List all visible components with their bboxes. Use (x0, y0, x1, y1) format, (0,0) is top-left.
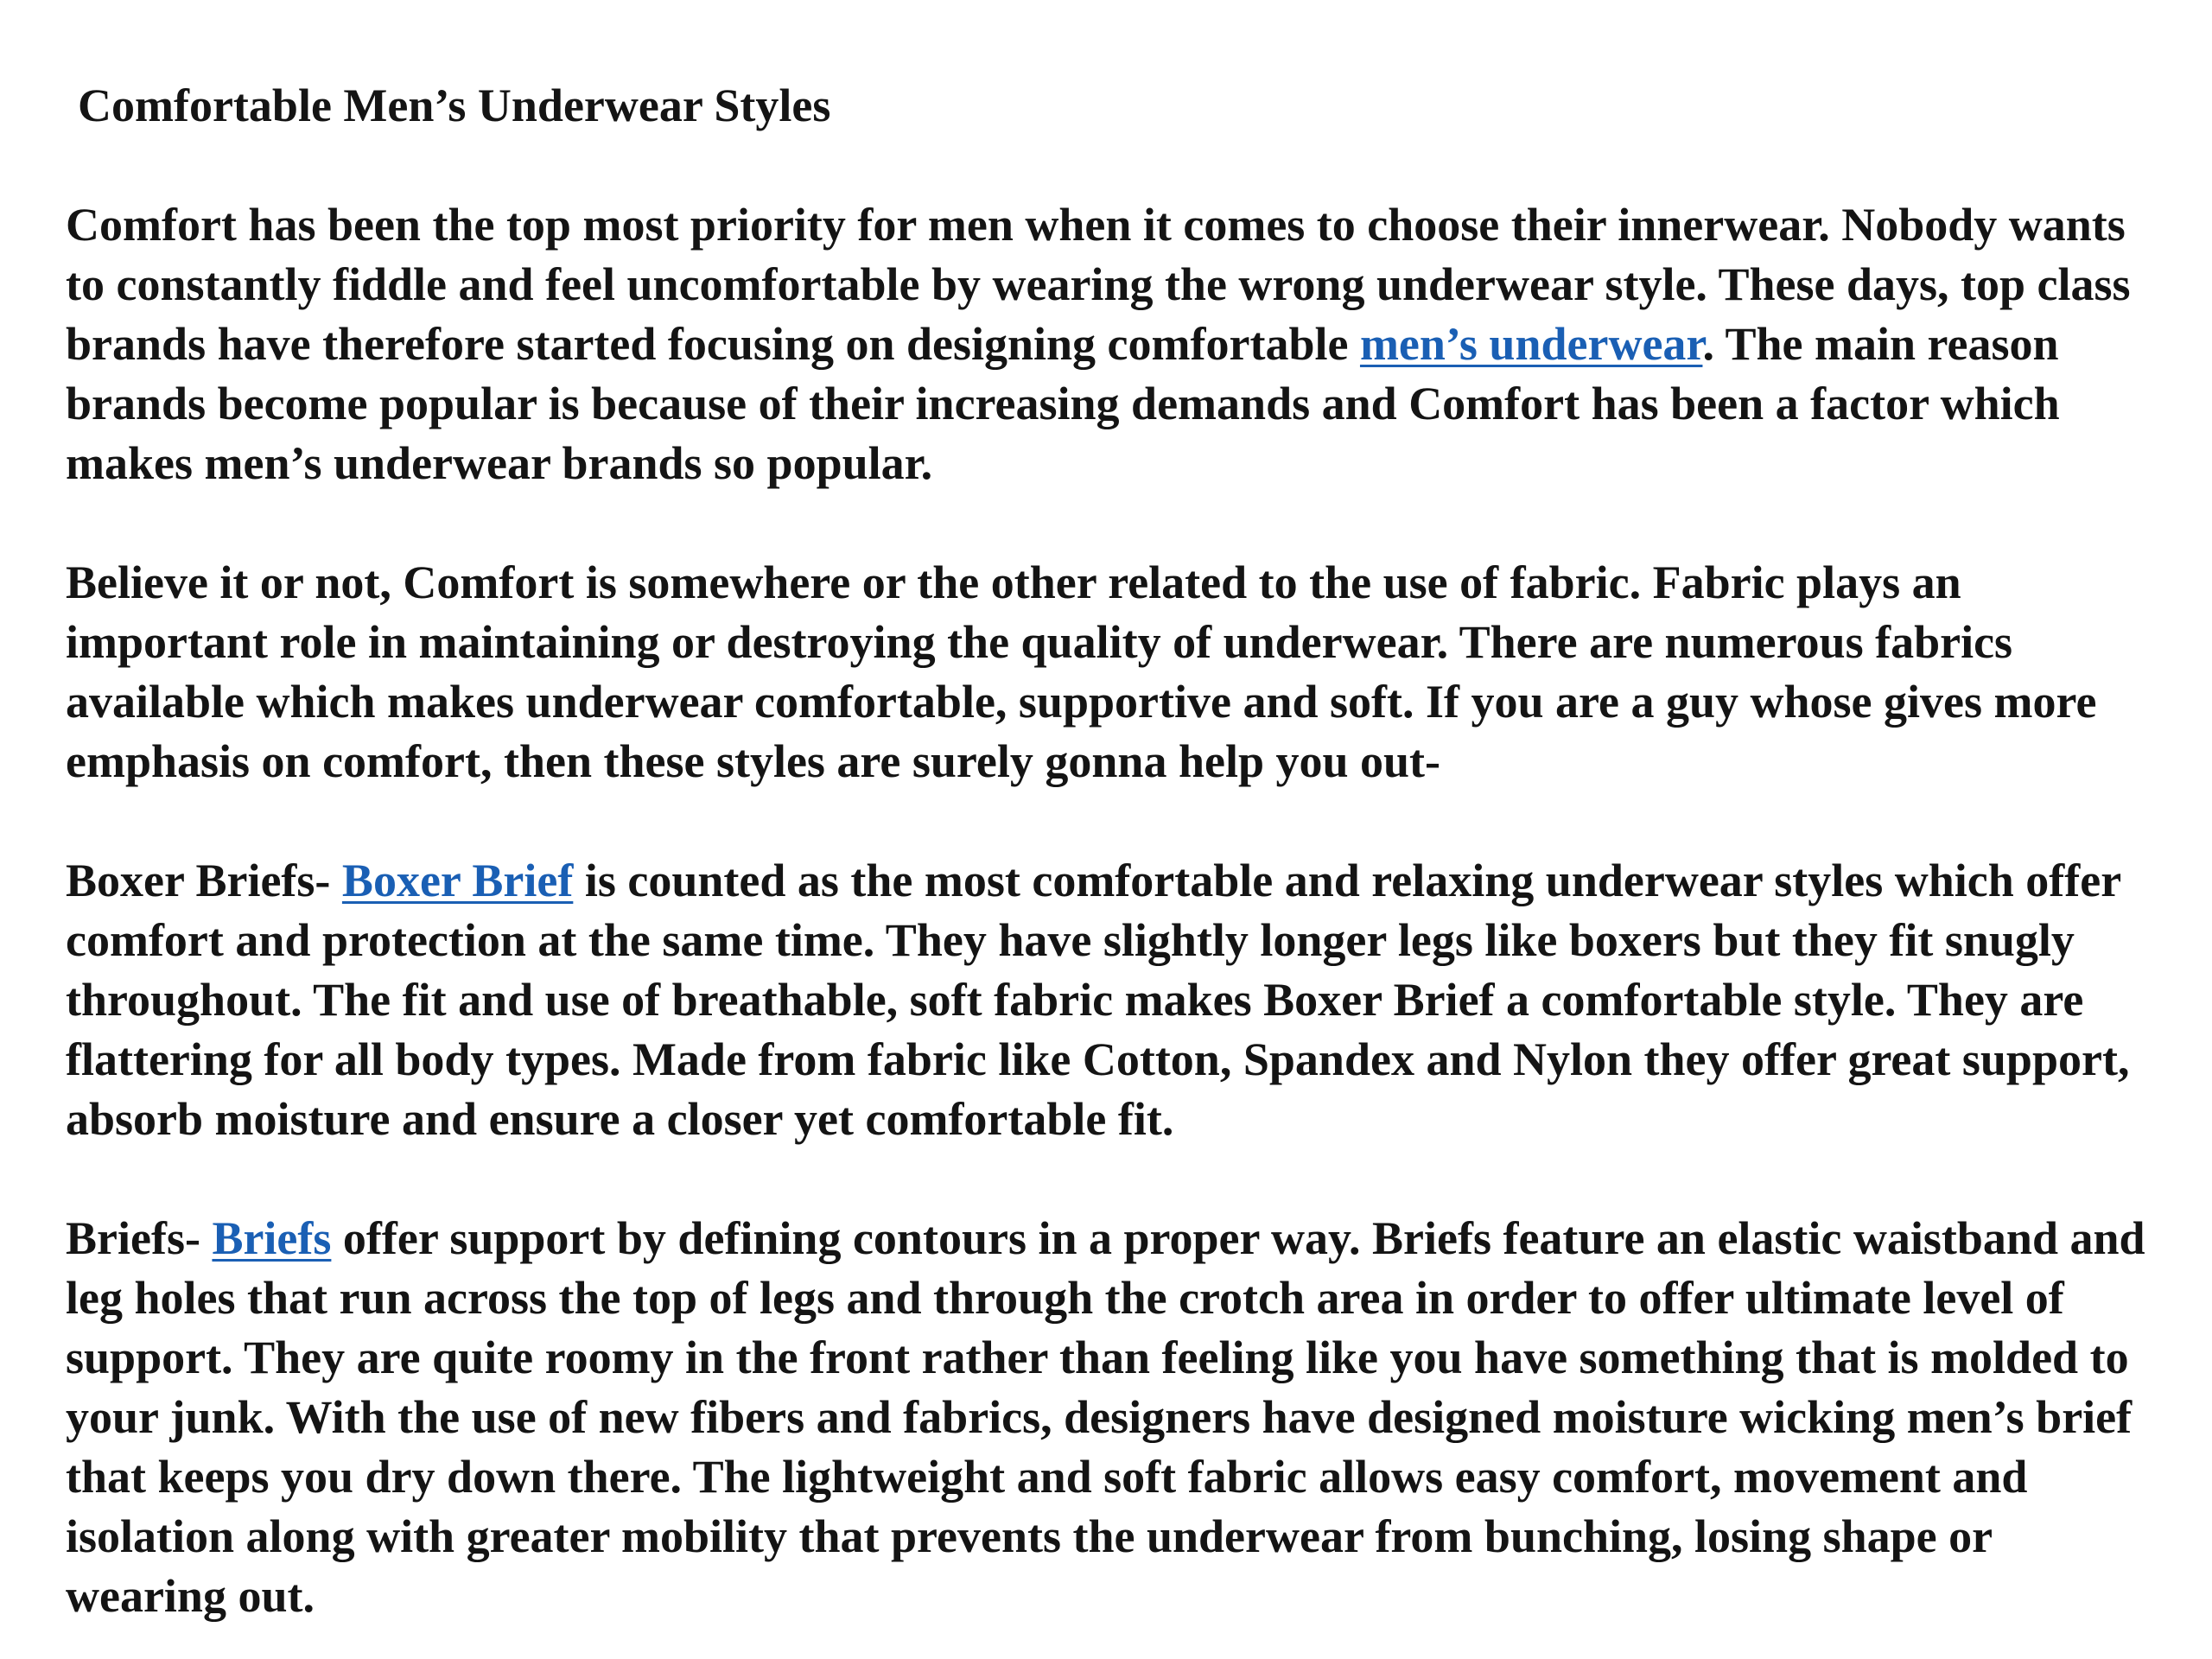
paragraph-intro (66, 195, 2157, 493)
paragraph-intro-text-start: Comfort has been the top most priority for men when it comes to choose their innerwear. Nobody wants to constantly fiddle and feel uncomfortable by wearing the wrong underwear style. These days, top class brands have therefore started focusing on designing comfortable (66, 199, 2131, 370)
mens-underwear-link[interactable]: men’s underwear (1359, 318, 1703, 370)
boxer-brief-link[interactable]: Boxer Brief (341, 855, 574, 906)
paragraph-briefs (66, 1209, 2157, 1626)
document-body (66, 76, 2157, 1626)
paragraph-briefs-text: offer support by defining contours in a proper way. Briefs feature an elastic waistband and leg holes that run across the top of legs and through the crotch area in order to offer ultimate level of support. They are quite roomy in the front rather than feeling like you have something that is molded to your junk. With the use of new fibers and fabrics, designers have designed moisture wicking men’s brief that keeps you dry down there. The lightweight and soft fabric allows easy comfort, movement and isolation along with greater mobility that prevents the underwear from bunching, losing shape or wearing out. (66, 1212, 2145, 1622)
paragraph-intro-text-end: . The main reason brands become popular is because of their increasing demands and Comfort has been a factor which makes men’s underwear brands so popular. (66, 318, 2060, 489)
paragraph-boxer-briefs-lead: Boxer Briefs- (66, 855, 342, 906)
paragraph-briefs-lead: Briefs- (66, 1212, 213, 1264)
paragraph-fabric: Believe it or not, Comfort is somewhere or the other related to the use of fabric. Fabric plays an important role in maintaining or destroying the quality of underwear. There are numerous fabrics available which makes underwear comfortable, supportive and soft. If you are a guy whose gives more emphasis on comfort, then these styles are surely gonna help you out- (66, 556, 2097, 787)
document-title: Comfortable Men’s Underwear Styles (78, 79, 831, 131)
paragraph-boxer-briefs (66, 851, 2157, 1149)
briefs-link[interactable]: Briefs (212, 1212, 332, 1264)
paragraph-boxer-briefs-text: is counted as the most comfortable and relaxing underwear styles which offer comfort and protection at the same time. They have slightly longer legs like boxers but they fit snugly throughout. The fit and use of breathable, soft fabric makes Boxer Brief a comfortable style. They are flattering for all body types. Made from fabric like Cotton, Spandex and Nylon they offer great support, absorb moisture and ensure a closer yet comfortable fit. (66, 855, 2130, 1145)
